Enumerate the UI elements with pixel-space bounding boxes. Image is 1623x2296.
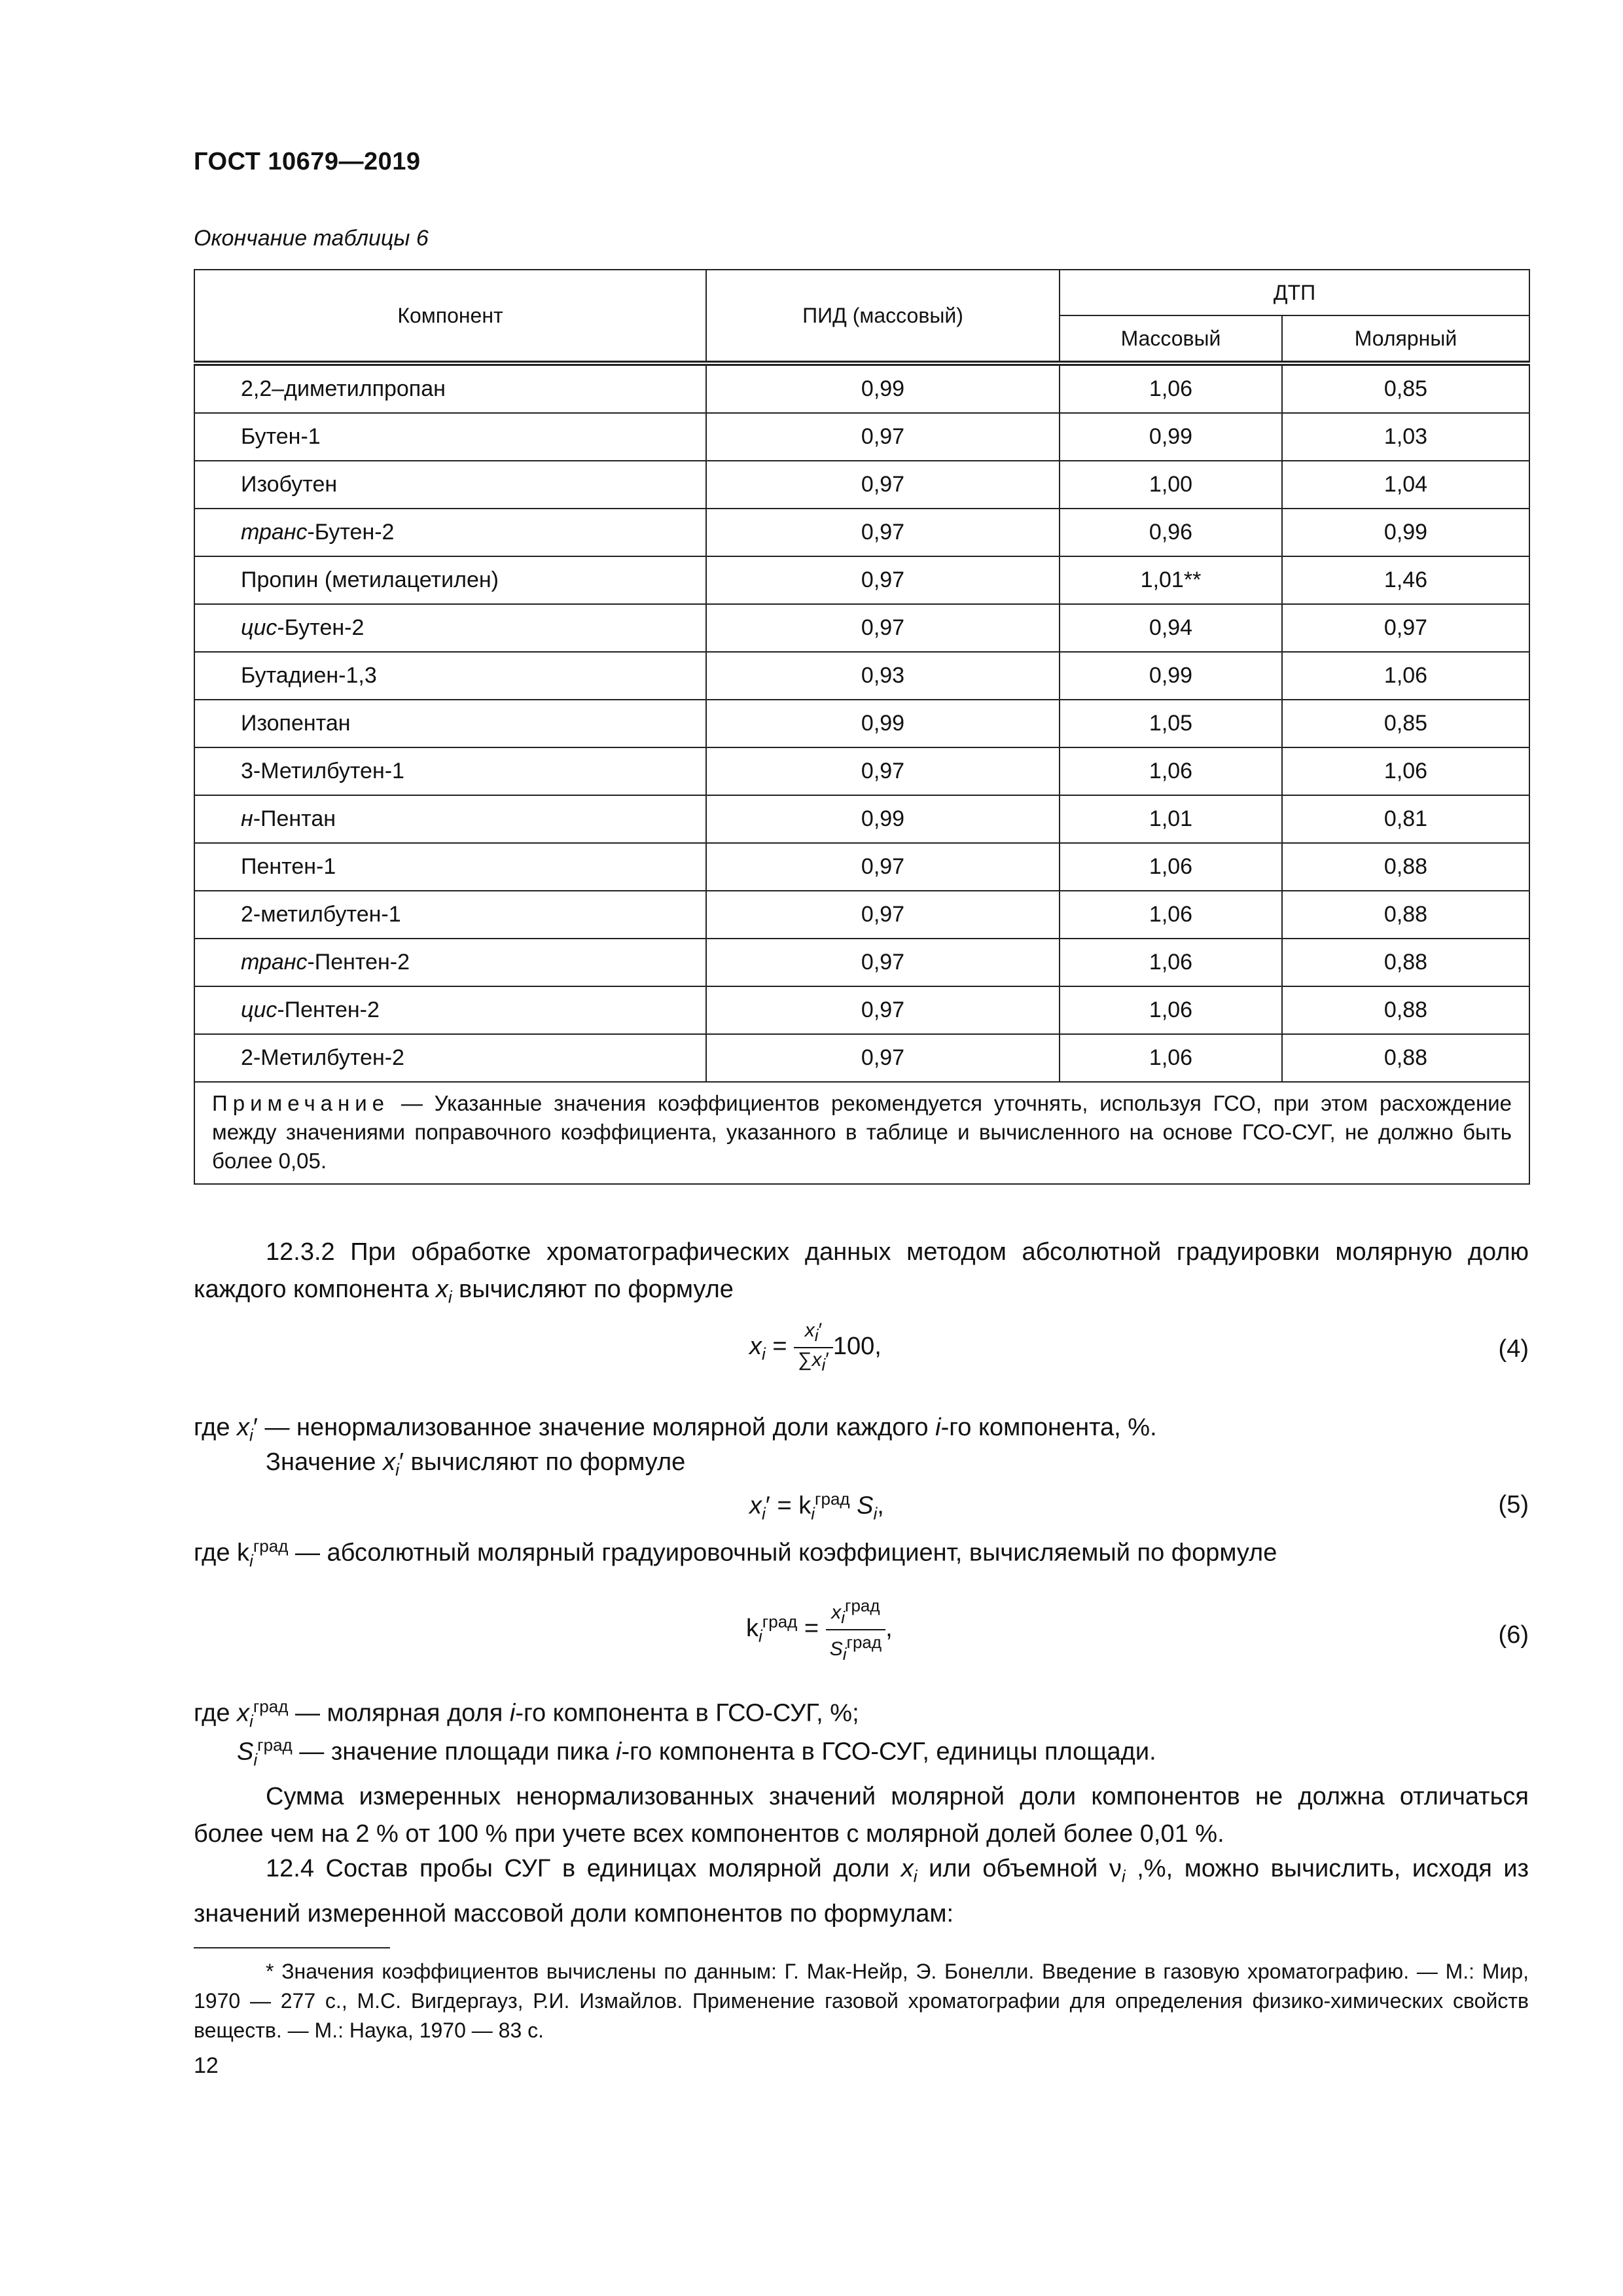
note-label: Примечание [212, 1091, 390, 1115]
sum-sign: ∑ [798, 1349, 812, 1371]
var-i: i [1121, 1866, 1126, 1886]
cell-dtp-mass: 1,00 [1060, 461, 1282, 509]
where-word: где [194, 1414, 230, 1441]
table-row [194, 747, 1529, 795]
component-name: Бутен-1 [241, 424, 321, 449]
var-i: i [509, 1699, 516, 1727]
component-name: -Бутен-2 [277, 615, 365, 640]
cell-pid: 0,99 [706, 363, 1060, 413]
prime: ′ [399, 1448, 404, 1476]
where-text: — ненормализованное значение молярной доли каждого [257, 1414, 936, 1441]
cell-component [194, 413, 706, 461]
value-text: вычисляют по формуле [403, 1448, 686, 1476]
cell-pid: 0,99 [706, 700, 1060, 747]
component-name: 3-Метилбутен-1 [241, 759, 404, 783]
table-row [194, 604, 1529, 652]
cell-dtp-molar: 1,46 [1282, 556, 1529, 604]
cell-pid: 0,97 [706, 891, 1060, 939]
var-x: x [749, 1492, 762, 1520]
cell-dtp-molar: 0,88 [1282, 1034, 1529, 1082]
cell-pid: 0,97 [706, 461, 1060, 509]
var-i: i [913, 1866, 918, 1886]
cell-pid: 0,97 [706, 604, 1060, 652]
where-text: -го компонента, %. [940, 1414, 1157, 1441]
note-text: — Указанные значения коэффициентов рекомендуется уточнять, используя ГСО, при этом расхождение между значениями поправочного коэффициента, указанного в таблице и вычисленного на основе ГСО-СУГ, не должно быть более 0,05. [212, 1091, 1512, 1173]
header-dtp: ДТП [1060, 270, 1529, 315]
prime: ′ [825, 1349, 829, 1371]
var-x: x [237, 1414, 250, 1441]
header-component: Компонент [194, 270, 706, 363]
superscript-grad: град [844, 1596, 880, 1615]
cell-pid: 0,97 [706, 939, 1060, 986]
table-caption: Окончание таблицы 6 [194, 226, 429, 251]
cell-component [194, 652, 706, 700]
cell-component [194, 939, 706, 986]
cell-dtp-mass: 0,96 [1060, 509, 1282, 556]
cell-dtp-molar: 1,04 [1282, 461, 1529, 509]
var-i: i [811, 1503, 815, 1524]
where-word: где [194, 1539, 230, 1567]
var-i: i [873, 1503, 878, 1524]
var-x: x [237, 1699, 250, 1727]
sum-paragraph: Сумма измеренных ненормализованных значений молярной доли компонентов не должна отличаться более чем на 2 % от 100 % при учете всех компонентов с молярной долей более 0,01 %. [194, 1783, 1529, 1848]
var-i: i [249, 1551, 253, 1571]
table-row [194, 509, 1529, 556]
var-x: x [435, 1276, 448, 1303]
var-s: S [857, 1492, 874, 1520]
where-line-6b [237, 1735, 1156, 1770]
var-x: x [804, 1319, 815, 1341]
component-name: Изопентан [241, 711, 351, 736]
cell-pid: 0,97 [706, 556, 1060, 604]
component-name: -Пентен-2 [277, 997, 380, 1022]
cell-component [194, 363, 706, 413]
cell-pid: 0,97 [706, 1034, 1060, 1082]
value-text: Значение [266, 1448, 383, 1476]
cell-dtp-mass: 1,06 [1060, 986, 1282, 1034]
superscript-grad: град [815, 1489, 850, 1509]
cell-component [194, 1034, 706, 1082]
formula-5: $x_i' = k_i^{град}$ $S_i$, [749, 1489, 884, 1524]
cell-dtp-molar: 1,03 [1282, 413, 1529, 461]
cell-dtp-molar: 0,88 [1282, 843, 1529, 891]
cell-dtp-mass: 1,01 [1060, 795, 1282, 843]
var-i: i [935, 1414, 941, 1441]
table-row [194, 891, 1529, 939]
header-pid: ПИД (массовый) [706, 270, 1060, 363]
var-i: i [758, 1626, 762, 1646]
table-row [194, 556, 1529, 604]
paragraph-12-4 [194, 1850, 1529, 1933]
var-i: i [762, 1503, 766, 1524]
cell-dtp-molar: 0,97 [1282, 604, 1529, 652]
table-row [194, 461, 1529, 509]
cell-dtp-mass: 1,06 [1060, 939, 1282, 986]
component-name: Пентен-1 [241, 854, 336, 879]
cell-dtp-molar: 0,81 [1282, 795, 1529, 843]
var-x: x [749, 1333, 762, 1361]
where-line-5 [194, 1536, 1277, 1571]
cell-dtp-molar: 0,99 [1282, 509, 1529, 556]
equals-sign: = [804, 1615, 819, 1643]
var-s: S [237, 1738, 254, 1766]
superscript-grad: град [257, 1735, 293, 1755]
cell-component [194, 986, 706, 1034]
paragraph-text: Состав пробы СУГ в единицах молярной доли [313, 1855, 901, 1882]
value-line [266, 1448, 685, 1480]
table-note [194, 1082, 1529, 1184]
cell-component [194, 509, 706, 556]
footnote-divider [194, 1947, 390, 1948]
equals-sign: = [772, 1333, 787, 1361]
where-text: — абсолютный молярный градуировочный коэффициент, вычисляемый по формуле [288, 1539, 1277, 1567]
var-i: i [448, 1287, 452, 1307]
section-number: 12.4 [266, 1855, 314, 1882]
var-k: k [798, 1492, 812, 1520]
component-name: Изобутен [241, 472, 338, 497]
var-x: x [383, 1448, 396, 1476]
var-i: i [253, 1749, 258, 1770]
cell-component [194, 891, 706, 939]
component-name: -Бутен-2 [307, 520, 395, 545]
table-row [194, 700, 1529, 747]
var-s: S [829, 1638, 843, 1660]
var-i: i [821, 1355, 826, 1374]
cell-component [194, 747, 706, 795]
equation-number-5: (5) [1498, 1491, 1529, 1518]
equation-number-4: (4) [1498, 1335, 1529, 1363]
var-i: i [249, 1425, 253, 1445]
cell-dtp-molar: 1,06 [1282, 652, 1529, 700]
component-prefix: цис [241, 997, 277, 1022]
cell-pid: 0,97 [706, 509, 1060, 556]
equation-number-6: (6) [1498, 1621, 1529, 1649]
var-i: i [842, 1644, 847, 1664]
cell-dtp-mass: 1,06 [1060, 891, 1282, 939]
formula-6: $k_i^{град}$ = $\frac{x_i^{град}}{S_i^{град}}$ , [746, 1594, 893, 1666]
var-x: x [901, 1855, 914, 1882]
cell-component [194, 700, 706, 747]
table-row [194, 795, 1529, 843]
component-prefix: транс [241, 950, 308, 975]
cell-dtp-molar: 0,88 [1282, 939, 1529, 986]
cell-component [194, 461, 706, 509]
component-name: -Пентен-2 [307, 950, 410, 975]
component-prefix: цис [241, 615, 277, 640]
table-row [194, 413, 1529, 461]
paragraph-text: вычисляют по формуле [452, 1276, 734, 1303]
cell-dtp-mass: 1,06 [1060, 1034, 1282, 1082]
coefficients-table [194, 269, 1530, 1185]
cell-pid: 0,97 [706, 413, 1060, 461]
paragraph-12-3-2 [194, 1234, 1529, 1316]
equals-sign: = [777, 1492, 792, 1520]
where-text: -го компонента в ГСО-СУГ, %; [515, 1699, 859, 1727]
header-dtp-mass: Массовый [1060, 315, 1282, 363]
var-nu: ν [1109, 1855, 1122, 1882]
cell-dtp-molar: 1,06 [1282, 747, 1529, 795]
footnote: * Значения коэффициентов вычислены по данным: Г. Мак-Нейр, Э. Бонелли. Введение в газовую хроматографию. — М.: Мир, 1970 — 277 с., М.С. Вигдергауз, Р.И. Измайлов. Применение газовой хроматографии для определения физико-химических свойств веществ. — М.: Наука, 1970 — 83 с. [194, 1960, 1529, 2042]
superscript-grad: град [253, 1696, 289, 1716]
where-text: -го компонента в ГСО-СУГ, единицы площади. [621, 1738, 1156, 1766]
table-row [194, 986, 1529, 1034]
var-i: i [395, 1460, 399, 1480]
paragraph-text: При обработке хроматографических данных методом абсолютной градуировки молярную долю каждого компонента [194, 1238, 1529, 1303]
where-word: где [194, 1699, 230, 1727]
cell-dtp-mass: 1,06 [1060, 363, 1282, 413]
component-name: 2-метилбутен-1 [241, 902, 401, 927]
formula-constant: 100, [832, 1333, 882, 1361]
document-header-title: ГОСТ 10679—2019 [194, 148, 421, 175]
component-name: 2,2–диметилпропан [241, 376, 446, 401]
var-i: i [814, 1325, 819, 1345]
where-line-4 [194, 1414, 1157, 1446]
cell-pid: 0,97 [706, 843, 1060, 891]
cell-dtp-mass: 1,06 [1060, 747, 1282, 795]
cell-component [194, 604, 706, 652]
where-text: — молярная доля [288, 1699, 510, 1727]
table-row [194, 1034, 1529, 1082]
cell-dtp-mass: 1,01** [1060, 556, 1282, 604]
cell-dtp-mass: 0,99 [1060, 652, 1282, 700]
cell-dtp-mass: 0,94 [1060, 604, 1282, 652]
cell-component [194, 795, 706, 843]
cell-pid: 0,97 [706, 986, 1060, 1034]
table-row [194, 843, 1529, 891]
where-text: — значение площади пика [292, 1738, 616, 1766]
cell-pid: 0,93 [706, 652, 1060, 700]
var-i: i [762, 1344, 766, 1364]
component-prefix: транс [241, 520, 308, 545]
superscript-grad: град [253, 1536, 289, 1556]
cell-dtp-mass: 1,05 [1060, 700, 1282, 747]
cell-pid: 0,97 [706, 747, 1060, 795]
var-x: x [831, 1602, 842, 1623]
var-i: i [616, 1738, 622, 1766]
component-name: 2-Метилбутен-2 [241, 1045, 404, 1070]
table-row [194, 939, 1529, 986]
cell-pid: 0,99 [706, 795, 1060, 843]
var-k: k [237, 1539, 250, 1567]
cell-dtp-molar: 0,85 [1282, 700, 1529, 747]
prime: ′ [253, 1414, 258, 1441]
paragraph-text: или объемной [917, 1855, 1109, 1882]
formula-4 [749, 1319, 882, 1376]
var-i: i [249, 1711, 253, 1731]
cell-dtp-molar: 0,88 [1282, 891, 1529, 939]
section-number: 12.3.2 [266, 1238, 335, 1266]
where-line-6a [194, 1696, 859, 1731]
var-x: x [812, 1349, 822, 1371]
cell-dtp-molar: 0,85 [1282, 363, 1529, 413]
superscript-grad: град [762, 1611, 798, 1632]
component-prefix: н [241, 806, 253, 831]
page-number: 12 [194, 2053, 219, 2078]
table-row [194, 652, 1529, 700]
component-name: Пропин (метилацетилен) [241, 567, 499, 592]
paragraph-text: ,%, можно вычислить, исходя из значений измеренной массовой доли компонентов по формулам: [194, 1855, 1529, 1928]
cell-dtp-mass: 0,99 [1060, 413, 1282, 461]
cell-component [194, 556, 706, 604]
prime: ′ [818, 1319, 823, 1341]
header-dtp-molar: Молярный [1282, 315, 1529, 363]
component-name: -Пентан [253, 806, 336, 831]
superscript-grad: град [846, 1632, 882, 1652]
cell-component [194, 843, 706, 891]
fraction [826, 1594, 885, 1666]
component-name: Бутадиен-1,3 [241, 663, 377, 688]
var-k: k [746, 1615, 758, 1643]
cell-dtp-molar: 0,88 [1282, 986, 1529, 1034]
table-body [194, 363, 1529, 1082]
cell-dtp-mass: 1,06 [1060, 843, 1282, 891]
fraction [794, 1319, 833, 1376]
prime: ′ [765, 1492, 770, 1520]
table-row [194, 363, 1529, 413]
var-i: i [841, 1607, 845, 1627]
